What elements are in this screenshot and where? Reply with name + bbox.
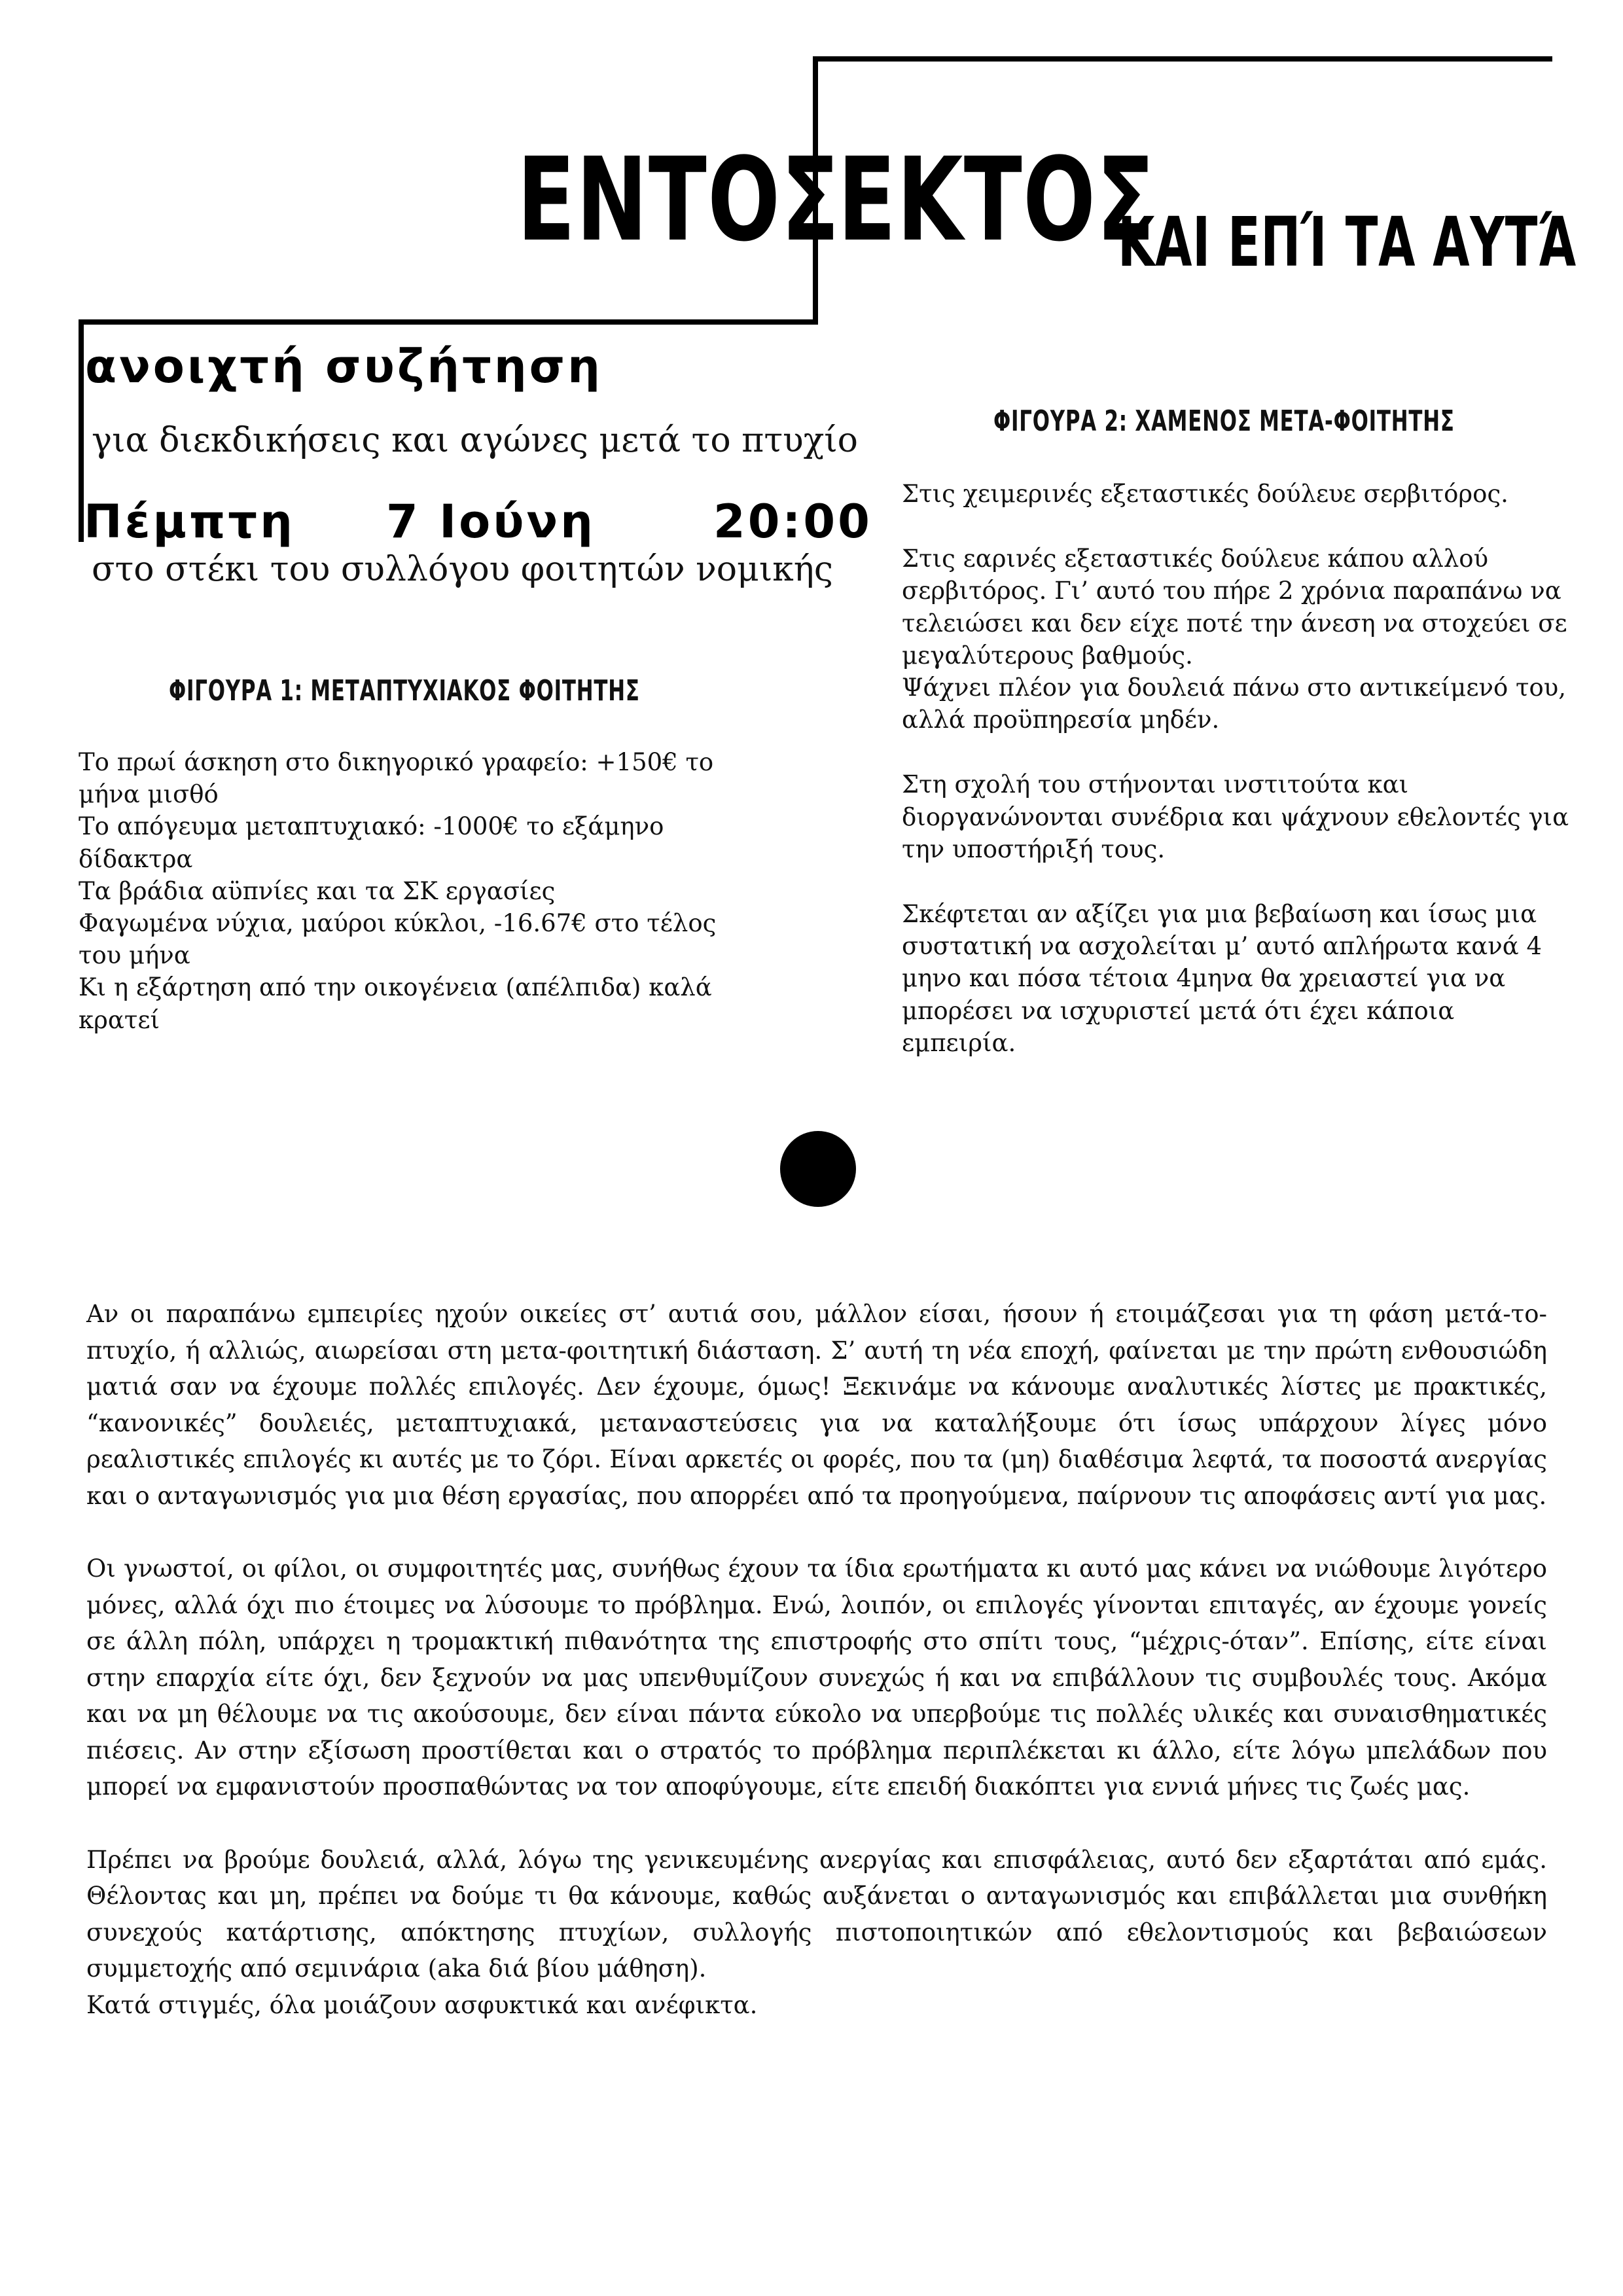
frame-line-top [813, 56, 1552, 62]
figure2-paragraph: Στις εαρινές εξεταστικές δούλευε κάπου αλλού σερβιτόρος. Γι’ αυτό του πήρε 2 χρόνια παραπάνω να τελειώσει και δεν είχε ποτέ την άνεση να στοχεύει σε μεγαλύτερους βαθμούς. [902, 545, 1567, 670]
body-paragraph: Κατά στιγμές, όλα μοιάζουν ασφυκτικά και ανέφικτα. [86, 1990, 758, 2019]
figure1-line: Φαγωμένα νύχια, μαύροι κύκλοι, -16.67€ στο τέλος του μήνα [79, 909, 717, 970]
figure2-heading: ΦΙΓΟΥΡΑ 2: ΧΑΜΕΝΟΣ ΜΕΤΑ-ΦΟΙΤΗΤΗΣ [993, 404, 1455, 438]
figure1-line: Το απόγευμα μεταπτυχιακό: -1000€ το εξάμηνο δίδακτρα [79, 812, 664, 873]
figure2-paragraph: Στη σχολή του στήνονται ινστιτούτα και διοργανώνονται συνέδρια και ψάχνουν εθελοντές για την υποστήριξή τους. [902, 770, 1569, 863]
figure1-text [79, 746, 746, 1036]
title-word-ektos: ΕΚΤΟΣ [838, 133, 1156, 267]
event-time: 20:00 [713, 495, 872, 548]
figure2-text [902, 478, 1569, 1059]
figure1-line: Το πρωί άσκηση στο δικηγορικό γραφείο: +150€ το μήνα μισθό [79, 748, 714, 809]
article-body [86, 1296, 1547, 2023]
title-word-entos: ΕΝΤΟΣ [517, 133, 840, 267]
event-date: 7 Ιούνη [386, 495, 596, 548]
event-day: Πέμπτη [84, 495, 295, 548]
figure2-paragraph: Ψάχνει πλέον για δουλειά πάνω στο αντικείμενό του, αλλά προϋπηρεσία μηδέν. [902, 673, 1567, 734]
figure1-line: Τα βράδια αϋπνίες και τα ΣΚ εργασίες [79, 876, 556, 905]
figure2-paragraph: Στις χειμερινές εξεταστικές δούλευε σερβιτόρος. [902, 480, 1508, 508]
body-paragraph: Αν οι παραπάνω εμπειρίες ηχούν οικείες στ’ αυτιά σου, μάλλον είσαι, ήσουν ή ετοιμάζεσαι για τη φάση μετά-το-πτυχίο, ή αλλιώς, αιωρείσαι στη μετα-φοιτητική διάσταση. Σ’ αυτή τη νέα εποχή, φαίνεται με την πρώτη ενθουσιώδη ματιά σαν να έχουμε πολλές επιλογές. Δεν έχουμε, όμως! Ξεκινάμε να κάνουμε αναλυτικές λίστες με πρακτικές, “κανονικές” δουλειές, μεταπτυχιακά, μεταναστεύσεις για να καταλήξουμε ότι ίσως υπάρχουν λίγες μόνο ρεαλιστικές επιλογές κι αυτές με το ζόρι. Είναι αρκετές οι φορές, που τα (μη) διαθέσιμα λεφτά, τα ποσοστά ανεργίας και ο ανταγωνισμός για μια θέση εργασίας, που απορρέει από τα προηγούμενα, παίρνουν τις αποφάσεις αντί για μας. [86, 1300, 1547, 1510]
event-subtitle: για διεκδικήσεις και αγώνες μετά το πτυχίο [92, 421, 858, 460]
figure1-line: Κι η εξάρτηση από την οικογένεια (απέλπιδα) καλά κρατεί [79, 973, 712, 1034]
figure2-paragraph: Σκέφτεται αν αξίζει για μια βεβαίωση και ίσως μια συστατική να ασχολείται μ’ αυτό απλήρωτα κανά 4 μηνο και πόσα τέτοια 4μηνα θα χρειαστεί για να μπορέσει να ισχυριστεί μετά ότι έχει κάποια εμπειρία. [902, 900, 1543, 1057]
event-title: ανοιχτή συζήτηση [85, 340, 603, 393]
figure1-heading: ΦΙΓΟΥΡΑ 1: ΜΕΤΑΠΤΥΧΙΑΚΟΣ ΦΟΙΤΗΤΗΣ [169, 674, 640, 708]
title-tail: ΚΑΙ ΕΠΊ ΤΑ ΑΥΤΆ [1118, 202, 1577, 282]
decorative-dot [780, 1131, 856, 1207]
body-paragraph: Πρέπει να βρούμε δουλειά, αλλά, λόγω της γενικευμένης ανεργίας και επισφάλειας, αυτό δεν εξαρτάται από εμάς. Θέλοντας και μη, πρέπει να δούμε τι θα κάνουμε, καθώς αυξάνεται ο ανταγωνισμός και επιβάλλεται μια συνθήκη συνεχούς κατάρτισης, απόκτησης πτυχίων, συλλογής πιστοποιητικών από εθελοντισμούς και βεβαιώσεων συμμετοχής από σεμινάρια (aka διά βίου μάθηση). [86, 1845, 1547, 1982]
frame-line-step [79, 319, 818, 325]
body-paragraph: Οι γνωστοί, οι φίλοι, οι συμφοιτητές μας, συνήθως έχουν τα ίδια ερωτήματα κι αυτό μας κάνει να νιώθουμε λιγότερο μόνες, αλλά όχι πιο έτοιμες να λύσουμε το πρόβλημα. Ενώ, λοιπόν, οι επιλογές γίνονται επιταγές, αν έχουμε γονείς σε άλλη πόλη, υπάρχει η τρομακτική πιθανότητα της επιστροφής στο σπίτι τους, “μέχρις-όταν”. Επίσης, είτε είναι στην επαρχία είτε όχι, δεν ξεχνούν να μας υπενθυμίζουν συνεχώς ή και να επιβάλλουν τις συμβουλές τους. Ακόμα και να μη θέλουμε να τις ακούσουμε, δεν είναι πάντα εύκολο να υπερβούμε τις πολλές υλικές και συναισθηματικές πιέσεις. Αν στην εξίσωση προστίθεται και ο στρατός το πρόβλημα περιπλέκεται κι άλλο, είτε λόγω μπελάδων που μπορεί να εμφανιστούν προσπαθώντας να τον αποφύγουμε, είτε επειδή διακόπτει για εννιά μήνες τις ζωές μας. [86, 1554, 1547, 1801]
frame-line-left-vertical [79, 319, 84, 542]
event-place: στο στέκι του συλλόγου φοιτητών νομικής [92, 550, 834, 589]
